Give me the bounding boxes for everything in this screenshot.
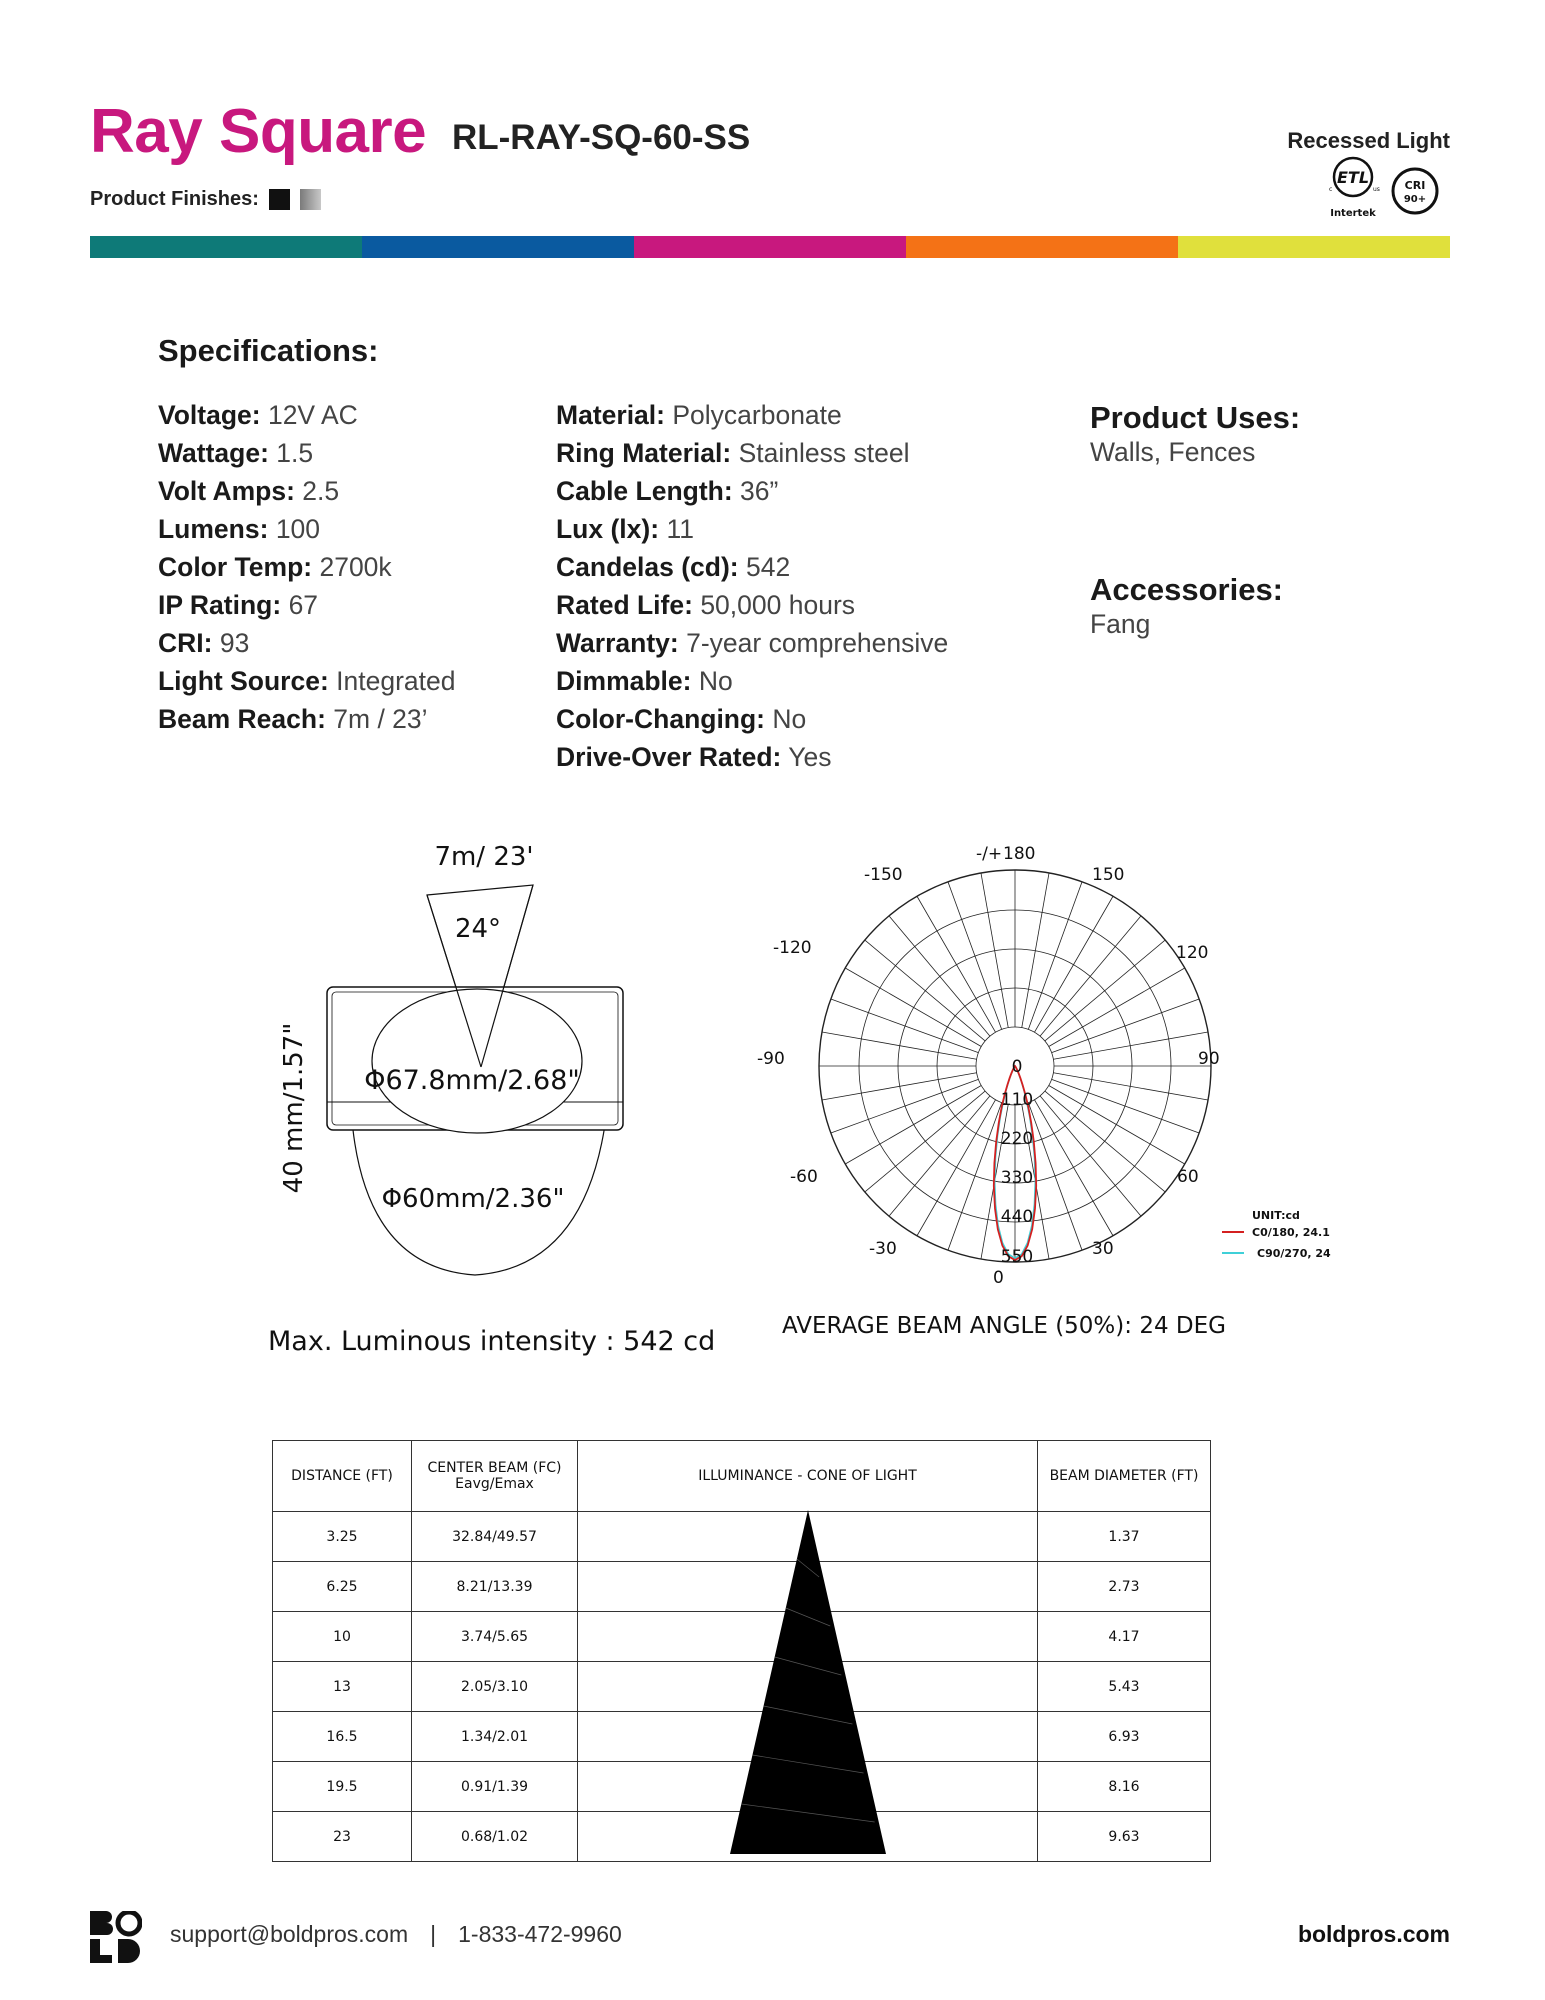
spec-column-1 (158, 396, 456, 738)
spec-value: 100 (275, 514, 321, 544)
support-email-link[interactable]: support@boldpros.com (170, 1921, 409, 1947)
spec-label: Ring Material: (556, 438, 732, 468)
max-luminous-intensity: Max. Luminous intensity : 542 cd (268, 1326, 716, 1357)
table-row (273, 1512, 1211, 1562)
ring-label: 0 (1011, 1057, 1023, 1077)
cri-badge-value: 90+ (1403, 194, 1427, 205)
stripe-teal (90, 236, 362, 258)
finish-swatch-silver (300, 189, 321, 210)
distance-cell: 23 (273, 1812, 412, 1862)
polar-spoke (981, 873, 1008, 1028)
polar-spoke (1053, 1073, 1208, 1100)
ring-label: 440 (1000, 1207, 1034, 1227)
finishes-label: Product Finishes: (90, 188, 259, 210)
beam-diameter-cell: 4.17 (1038, 1612, 1211, 1662)
legend-c0: C0/180, 24.1 (1252, 1226, 1330, 1239)
cone-cell (578, 1662, 1038, 1712)
polar-spoke (1035, 1100, 1114, 1236)
polar-spoke (1045, 1091, 1165, 1192)
product-title: Ray Square (90, 97, 427, 166)
polar-spoke (1022, 873, 1049, 1028)
lens-outline (372, 989, 582, 1133)
specifications-heading: Specifications: (158, 333, 379, 368)
polar-spoke (1035, 896, 1114, 1032)
spec-value: 1.5 (276, 438, 314, 468)
support-phone-link[interactable]: 1-833-472-9960 (458, 1921, 622, 1947)
spec-row (556, 738, 948, 776)
spec-label: Color-Changing: (556, 704, 766, 734)
center-beam-cell: 8.21/13.39 (412, 1562, 578, 1612)
angle-label-0: 0 (993, 1268, 1004, 1288)
spec-label: Voltage: (158, 400, 261, 430)
spec-label: Material: (556, 400, 665, 430)
cone-cell (578, 1562, 1038, 1612)
spec-column-2 (556, 396, 948, 776)
ring-label: 110 (1000, 1090, 1034, 1110)
polar-spoke (1040, 916, 1141, 1036)
angle-label-top-prefix: -/+ (976, 844, 1003, 864)
spec-row (158, 662, 456, 700)
spec-label: Cable Length: (556, 476, 733, 506)
spec-value: 7-year comprehensive (686, 628, 949, 658)
table-header-row (273, 1441, 1211, 1512)
center-beam-cell: 3.74/5.65 (412, 1612, 578, 1662)
product-uses-heading: Product Uses: (1090, 400, 1301, 435)
color-stripe (90, 236, 1450, 258)
polar-spoke (822, 1073, 977, 1100)
beam-reach-label: 7m/ 23' (434, 842, 534, 872)
svg-text:c: c (1329, 186, 1333, 193)
angle-label-neg90: -90 (757, 1049, 785, 1069)
polar-legend (1222, 1209, 1331, 1260)
distance-cell: 16.5 (273, 1712, 412, 1762)
spec-row (158, 624, 456, 662)
spec-row (556, 510, 948, 548)
polar-spoke (1028, 882, 1082, 1030)
spec-label: Drive-Over Rated: (556, 742, 782, 772)
top-diameter-label: Φ67.8mm/2.68" (364, 1065, 580, 1096)
product-category: Recessed Light (1287, 128, 1450, 153)
cone-cell (578, 1762, 1038, 1812)
model-number: RL-RAY-SQ-60-SS (452, 118, 751, 157)
angle-label-neg150: -150 (864, 865, 903, 885)
polar-candela-diagram (740, 830, 1360, 1300)
bold-logo-icon (90, 1911, 142, 1963)
beam-diameter-cell: 1.37 (1038, 1512, 1211, 1562)
table-row (273, 1712, 1211, 1762)
angle-label-neg30: -30 (869, 1239, 897, 1259)
svg-text:us: us (1373, 186, 1380, 193)
polar-spoke (822, 1032, 977, 1059)
cone-cell (578, 1812, 1038, 1862)
spec-label: Beam Reach: (158, 704, 326, 734)
polar-spoke (1052, 999, 1200, 1053)
angle-label-120: 120 (1176, 943, 1209, 963)
table-row (273, 1612, 1211, 1662)
intertek-label: Intertek (1330, 208, 1376, 219)
spec-value: 7m / 23’ (333, 704, 428, 734)
height-label: 40 mm/1.57" (279, 1022, 309, 1194)
polar-spoke (1052, 1079, 1200, 1133)
spec-value: Yes (788, 742, 832, 772)
stripe-orange (906, 236, 1178, 258)
spec-label: CRI: (158, 628, 213, 658)
angle-label-30: 30 (1092, 1239, 1114, 1259)
certification-badges (1320, 155, 1450, 230)
website-link[interactable]: boldpros.com (1297, 1921, 1450, 1947)
spec-value: 11 (666, 514, 694, 544)
footer-separator: | (430, 1921, 437, 1947)
spec-label: Light Source: (158, 666, 329, 696)
spec-value: No (772, 704, 807, 734)
angle-label-150: 150 (1092, 865, 1125, 885)
average-beam-angle: AVERAGE BEAM ANGLE (50%): 24 DEG (782, 1313, 1226, 1339)
spec-row (556, 434, 948, 472)
spec-label: Color Temp: (158, 552, 313, 582)
spec-value: 36” (740, 476, 779, 506)
center-beam-cell: 0.68/1.02 (412, 1812, 578, 1862)
distance-cell: 3.25 (273, 1512, 412, 1562)
distance-cell: 13 (273, 1662, 412, 1712)
spec-label: Rated Life: (556, 590, 693, 620)
center-beam-cell: 1.34/2.01 (412, 1712, 578, 1762)
legend-unit: UNIT:cd (1252, 1209, 1300, 1222)
polar-spoke (917, 1100, 996, 1236)
angle-label-180: 180 (1003, 844, 1036, 864)
spec-value: 2.5 (302, 476, 340, 506)
col-header-center-beam (412, 1441, 578, 1512)
spec-label: Wattage: (158, 438, 269, 468)
spec-value: 2700k (319, 552, 392, 582)
distance-cell: 6.25 (273, 1562, 412, 1612)
beam-diameter-cell: 6.93 (1038, 1712, 1211, 1762)
spec-value: Polycarbonate (672, 400, 842, 430)
svg-text:ETL: ETL (1336, 168, 1370, 187)
angle-label-60: 60 (1177, 1167, 1199, 1187)
spec-row (556, 662, 948, 700)
spec-row (158, 700, 456, 738)
center-beam-sublabel: Eavg/Emax (455, 1476, 534, 1492)
table-row (273, 1762, 1211, 1812)
distance-cell: 19.5 (273, 1762, 412, 1812)
spec-value: 93 (219, 628, 250, 658)
fixture-dimension-drawing (270, 835, 650, 1285)
cone-cell (578, 1512, 1038, 1562)
polar-spoke (889, 1096, 990, 1216)
polar-spoke (1045, 940, 1165, 1041)
polar-spoke (1040, 1096, 1141, 1216)
center-beam-cell: 32.84/49.57 (412, 1512, 578, 1562)
polar-spoke (1049, 1086, 1185, 1165)
beam-angle-label: 24° (454, 914, 502, 944)
spec-row (556, 396, 948, 434)
table-row (273, 1562, 1211, 1612)
spec-label: Volt Amps: (158, 476, 295, 506)
polar-spoke (1053, 1032, 1208, 1059)
product-uses-value: Walls, Fences (1090, 437, 1256, 467)
beam-diameter-cell: 8.16 (1038, 1762, 1211, 1812)
spec-row (556, 700, 948, 738)
center-beam-label: CENTER BEAM (FC) (427, 1460, 562, 1476)
photometric-table (272, 1440, 1211, 1862)
spec-row (556, 586, 948, 624)
polar-spoke (917, 896, 996, 1032)
etl-listed-icon (1329, 158, 1380, 219)
spec-value: 12V AC (267, 400, 358, 430)
cri-badge-label: CRI (1404, 179, 1426, 192)
spec-row (158, 548, 456, 586)
spec-value: 50,000 hours (700, 590, 856, 620)
cone-cell (578, 1712, 1038, 1762)
spec-row (158, 434, 456, 472)
beam-diameter-cell: 5.43 (1038, 1662, 1211, 1712)
stripe-yellow (1178, 236, 1450, 258)
spec-value: Stainless steel (738, 438, 910, 468)
polar-spoke (948, 882, 1002, 1030)
finish-swatch-black (269, 189, 290, 210)
product-finishes (90, 188, 321, 211)
spec-value: No (698, 666, 733, 696)
polar-spoke (845, 968, 981, 1047)
table-row (273, 1662, 1211, 1712)
col-header-distance: DISTANCE (FT) (273, 1441, 412, 1512)
spec-label: Warranty: (556, 628, 679, 658)
ring-label: 550 (1000, 1247, 1034, 1267)
spec-row (556, 472, 948, 510)
cone-cell (578, 1612, 1038, 1662)
ring-label: 220 (1000, 1129, 1034, 1149)
angle-label-90: 90 (1198, 1049, 1220, 1069)
spec-row (158, 396, 456, 434)
distance-cell: 10 (273, 1612, 412, 1662)
polar-spoke (865, 1091, 985, 1192)
angle-label-neg120: -120 (773, 938, 812, 958)
spec-value: Integrated (336, 666, 456, 696)
angle-label-neg60: -60 (790, 1167, 818, 1187)
spec-row (158, 472, 456, 510)
spec-label: Lumens: (158, 514, 269, 544)
spec-label: IP Rating: (158, 590, 282, 620)
spec-row (158, 586, 456, 624)
spec-row (158, 510, 456, 548)
ring-label: 330 (1000, 1168, 1034, 1188)
spec-label: Lux (lx): (556, 514, 660, 544)
table-row (273, 1812, 1211, 1862)
polar-spoke (865, 940, 985, 1041)
legend-c90: C90/270, 24 (1257, 1247, 1331, 1260)
center-beam-cell: 0.91/1.39 (412, 1762, 578, 1812)
beam-diameter-cell: 9.63 (1038, 1812, 1211, 1862)
polar-spoke (1049, 968, 1185, 1047)
polar-spoke (845, 1086, 981, 1165)
col-header-beam-diameter: BEAM DIAMETER (FT) (1038, 1441, 1211, 1512)
polar-spoke (889, 916, 990, 1036)
polar-spoke (831, 1079, 979, 1133)
spec-value: 67 (288, 590, 319, 620)
spec-label: Candelas (cd): (556, 552, 739, 582)
accessories-heading: Accessories: (1090, 572, 1284, 607)
beam-diameter-cell: 2.73 (1038, 1562, 1211, 1612)
polar-spoke (831, 999, 979, 1053)
accessories-value: Fang (1090, 609, 1151, 639)
cri-badge-icon (1393, 169, 1437, 213)
bottom-diameter-label: Φ60mm/2.36" (381, 1184, 565, 1214)
stripe-blue (362, 236, 634, 258)
spec-value: 542 (745, 552, 791, 582)
center-beam-cell: 2.05/3.10 (412, 1662, 578, 1712)
spec-row (556, 548, 948, 586)
stripe-magenta (634, 236, 906, 258)
spec-row (556, 624, 948, 662)
spec-label: Dimmable: (556, 666, 692, 696)
footer-contact (170, 1921, 622, 1948)
col-header-cone: ILLUMINANCE - CONE OF LIGHT (578, 1441, 1038, 1512)
